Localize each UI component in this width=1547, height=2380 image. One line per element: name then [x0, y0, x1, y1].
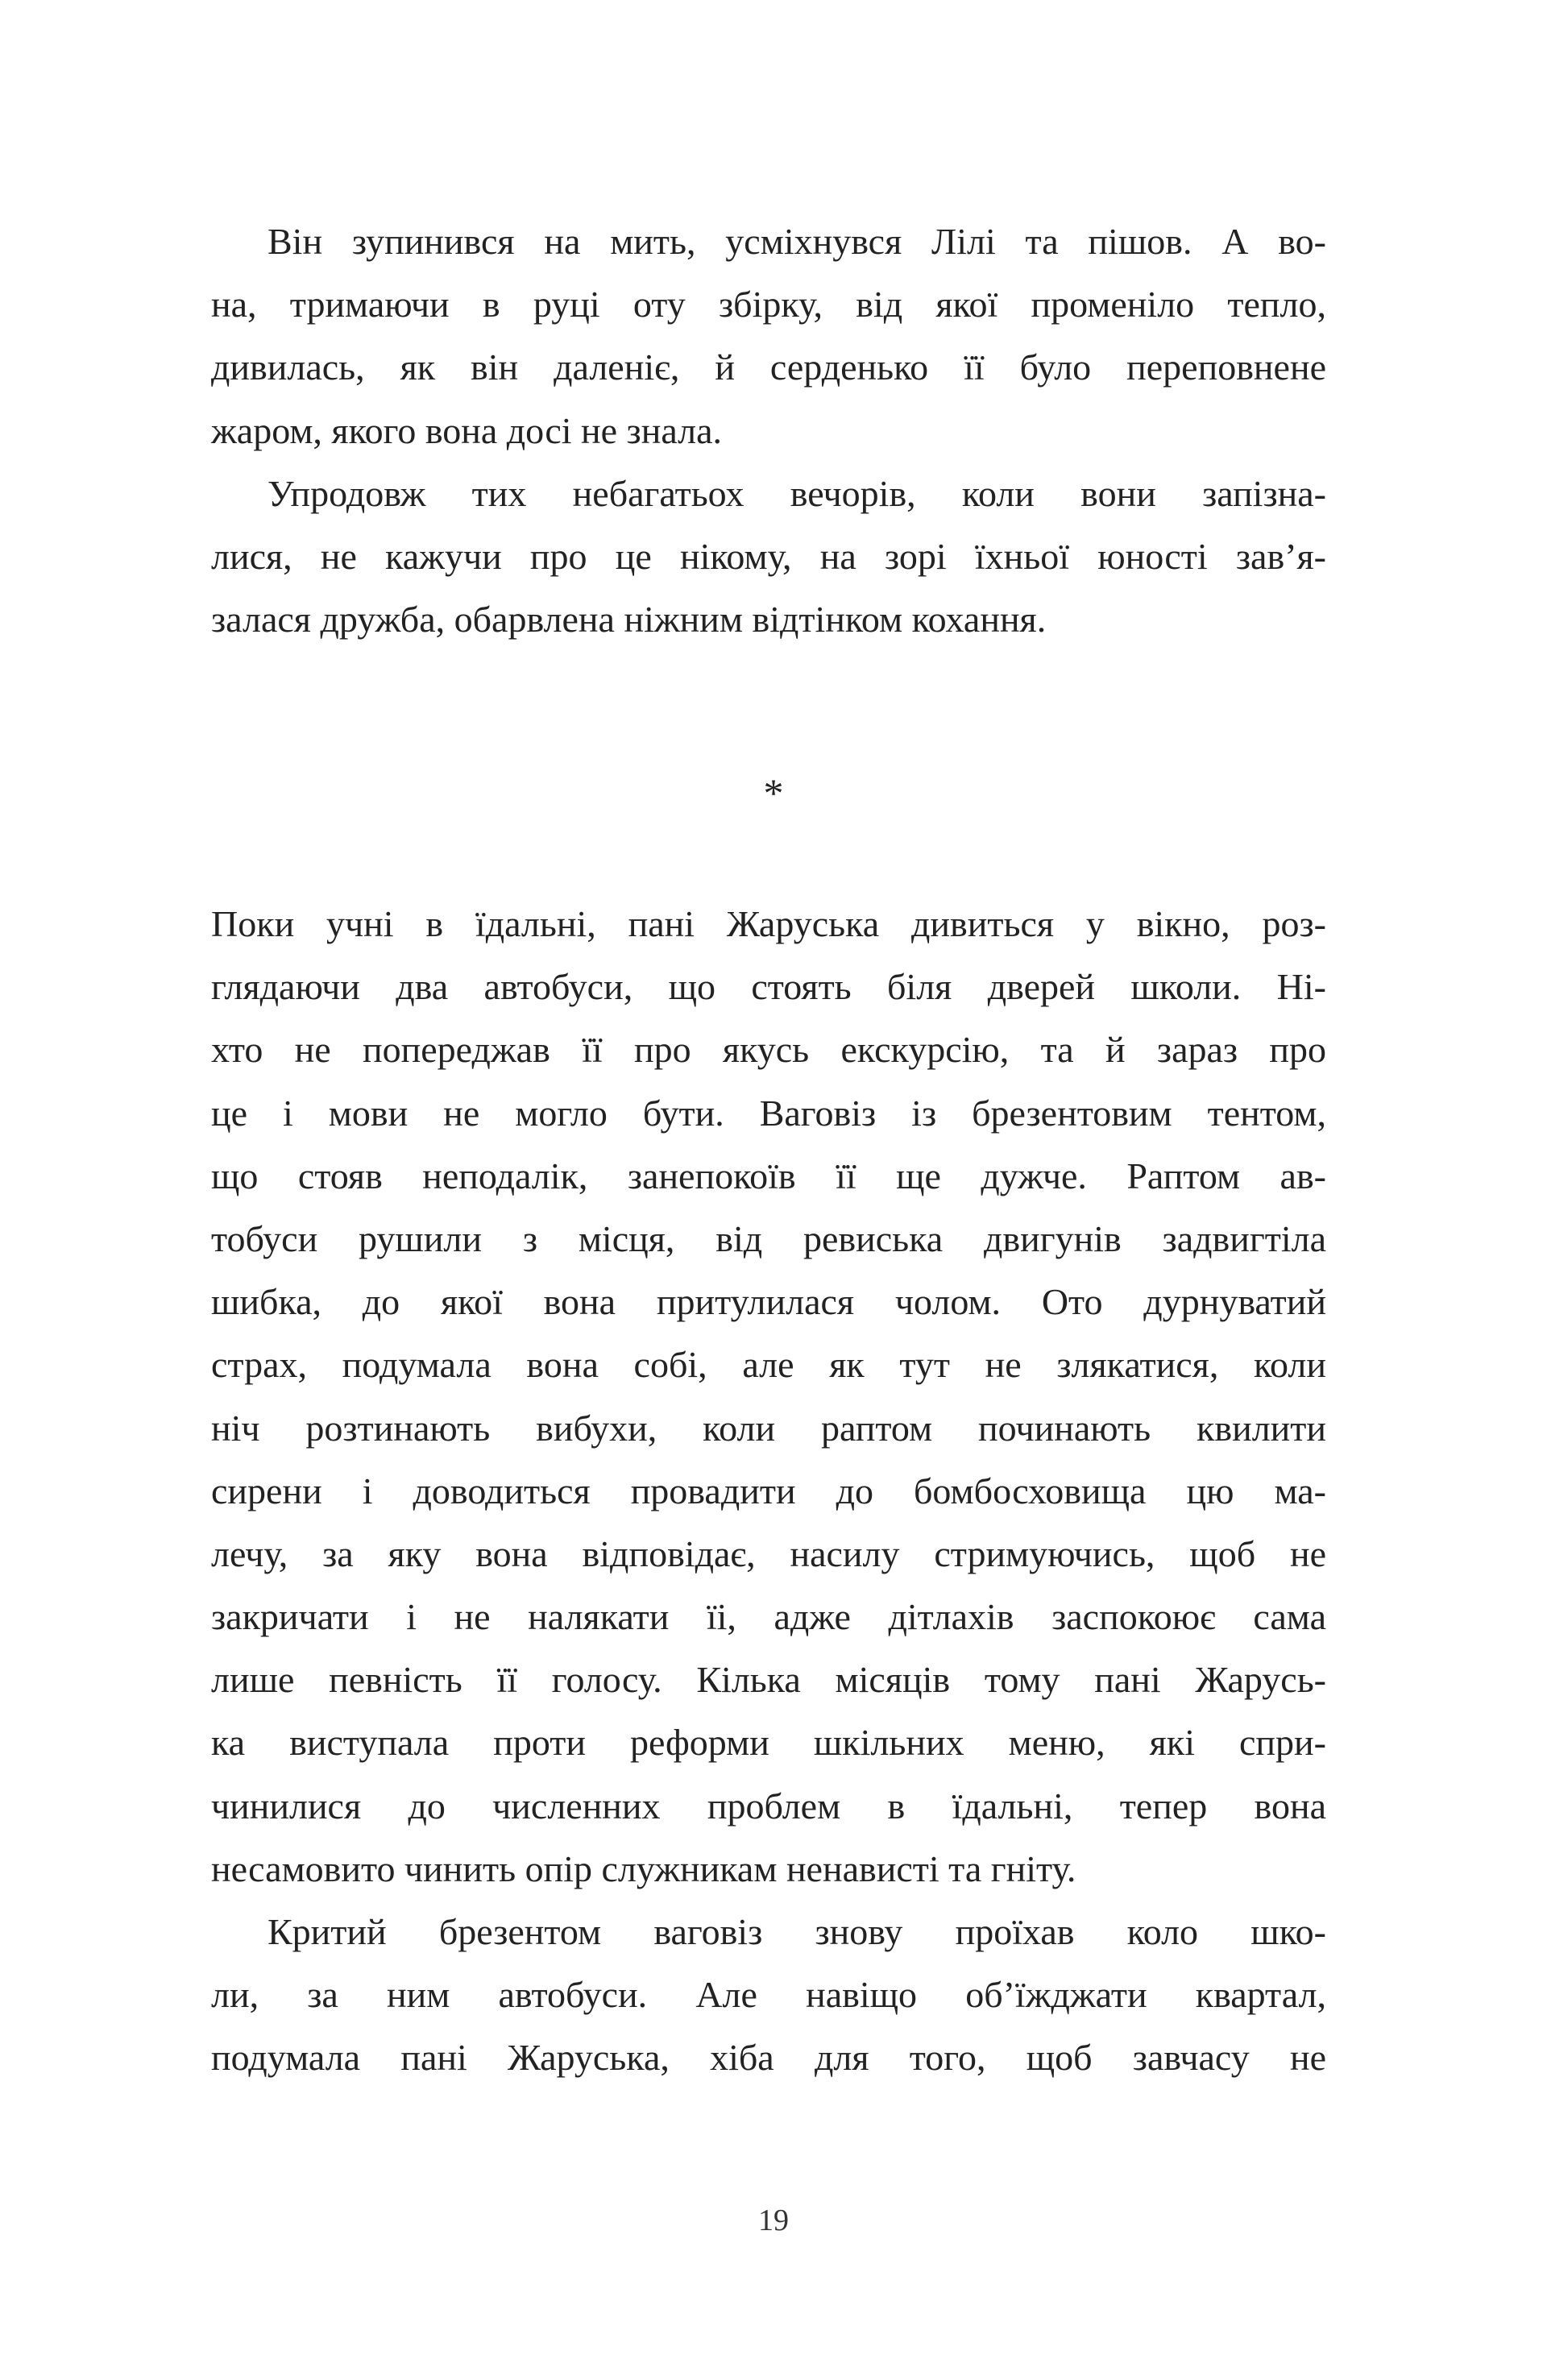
- text-line: лися, не кажучи про це нікому, на зорі їхньої юності зав’я-: [211, 535, 1326, 577]
- text-line: це і мови не могло бути. Ваговіз із брезентовим тентом,: [211, 1092, 1326, 1134]
- page-number: 19: [758, 2204, 789, 2237]
- text-line: Поки учні в їдальні, пані Жаруська дивиться у вікно, роз-: [211, 903, 1326, 944]
- text-line: Він зупинився на мить, усміхнувся Лілі та пішов. А во-: [268, 221, 1326, 262]
- text-line: на, тримаючи в руці оту збірку, від якої променіло тепло,: [211, 284, 1326, 325]
- paragraph: [211, 893, 1326, 1901]
- text-line: закричати і не налякати їі, адже дітлахів заспокоює сама: [211, 1596, 1326, 1638]
- text-line: лечу, за яку вона відповідає, насилу стримуючись, щоб не: [211, 1532, 1326, 1574]
- section-2: [211, 893, 1326, 2090]
- text-line: подумала пані Жаруська, хіба для того, щоб завчасу не: [211, 2037, 1326, 2079]
- section-separator: *: [763, 770, 784, 815]
- text-line: тобуси рушили з місця, від ревиська двигунів задвигтіла: [211, 1217, 1326, 1259]
- text-line: ли, за ним автобуси. Але навіщо об’їжджати квартал,: [211, 1974, 1326, 2016]
- paragraph: [211, 1901, 1326, 2090]
- text-line: несамовито чинить опір служникам ненависті та гніту.: [211, 1847, 1076, 1889]
- text-line: хто не попереджав її про якусь екскурсію, та й зараз про: [211, 1029, 1326, 1071]
- text-line: лише певність її голосу. Кілька місяців тому пані Жарусь-: [211, 1659, 1326, 1701]
- text-line: що стояв неподалік, занепокоїв її ще дужче. Раптом ав-: [211, 1155, 1326, 1196]
- section-1: [211, 210, 1326, 651]
- text-line: ка виступала проти реформи шкільних меню, які спри-: [211, 1722, 1326, 1764]
- text-line: шибка, до якої вона притулилася чолом. Ото дурнуватий: [211, 1281, 1326, 1323]
- paragraph: [211, 210, 1326, 462]
- text-line: дивилась, як він даленіє, й серденько її було переповнене: [211, 346, 1326, 388]
- text-line: страх, подумала вона собі, але як тут не злякатися, коли: [211, 1344, 1326, 1386]
- paragraph: [211, 462, 1326, 652]
- text-line: ніч розтинають вибухи, коли раптом починають квилити: [211, 1407, 1326, 1449]
- text-line: чинилися до численних проблем в їдальні, тепер вона: [211, 1785, 1326, 1826]
- text-line: Упродовж тих небагатьох вечорів, коли вони запізна-: [268, 472, 1326, 514]
- text-line: залася дружба, обарвлена ніжним відтінком кохання.: [211, 599, 1047, 641]
- text-line: сирени і доводиться провадити до бомбосховища цю ма-: [211, 1470, 1326, 1511]
- text-line: жаром, якого вона досі не знала.: [211, 409, 723, 451]
- text-line: глядаючи два автобуси, що стоять біля дверей школи. Ні-: [211, 966, 1326, 1008]
- text-line: Критий брезентом ваговіз знову проїхав коло шко-: [268, 1911, 1326, 1952]
